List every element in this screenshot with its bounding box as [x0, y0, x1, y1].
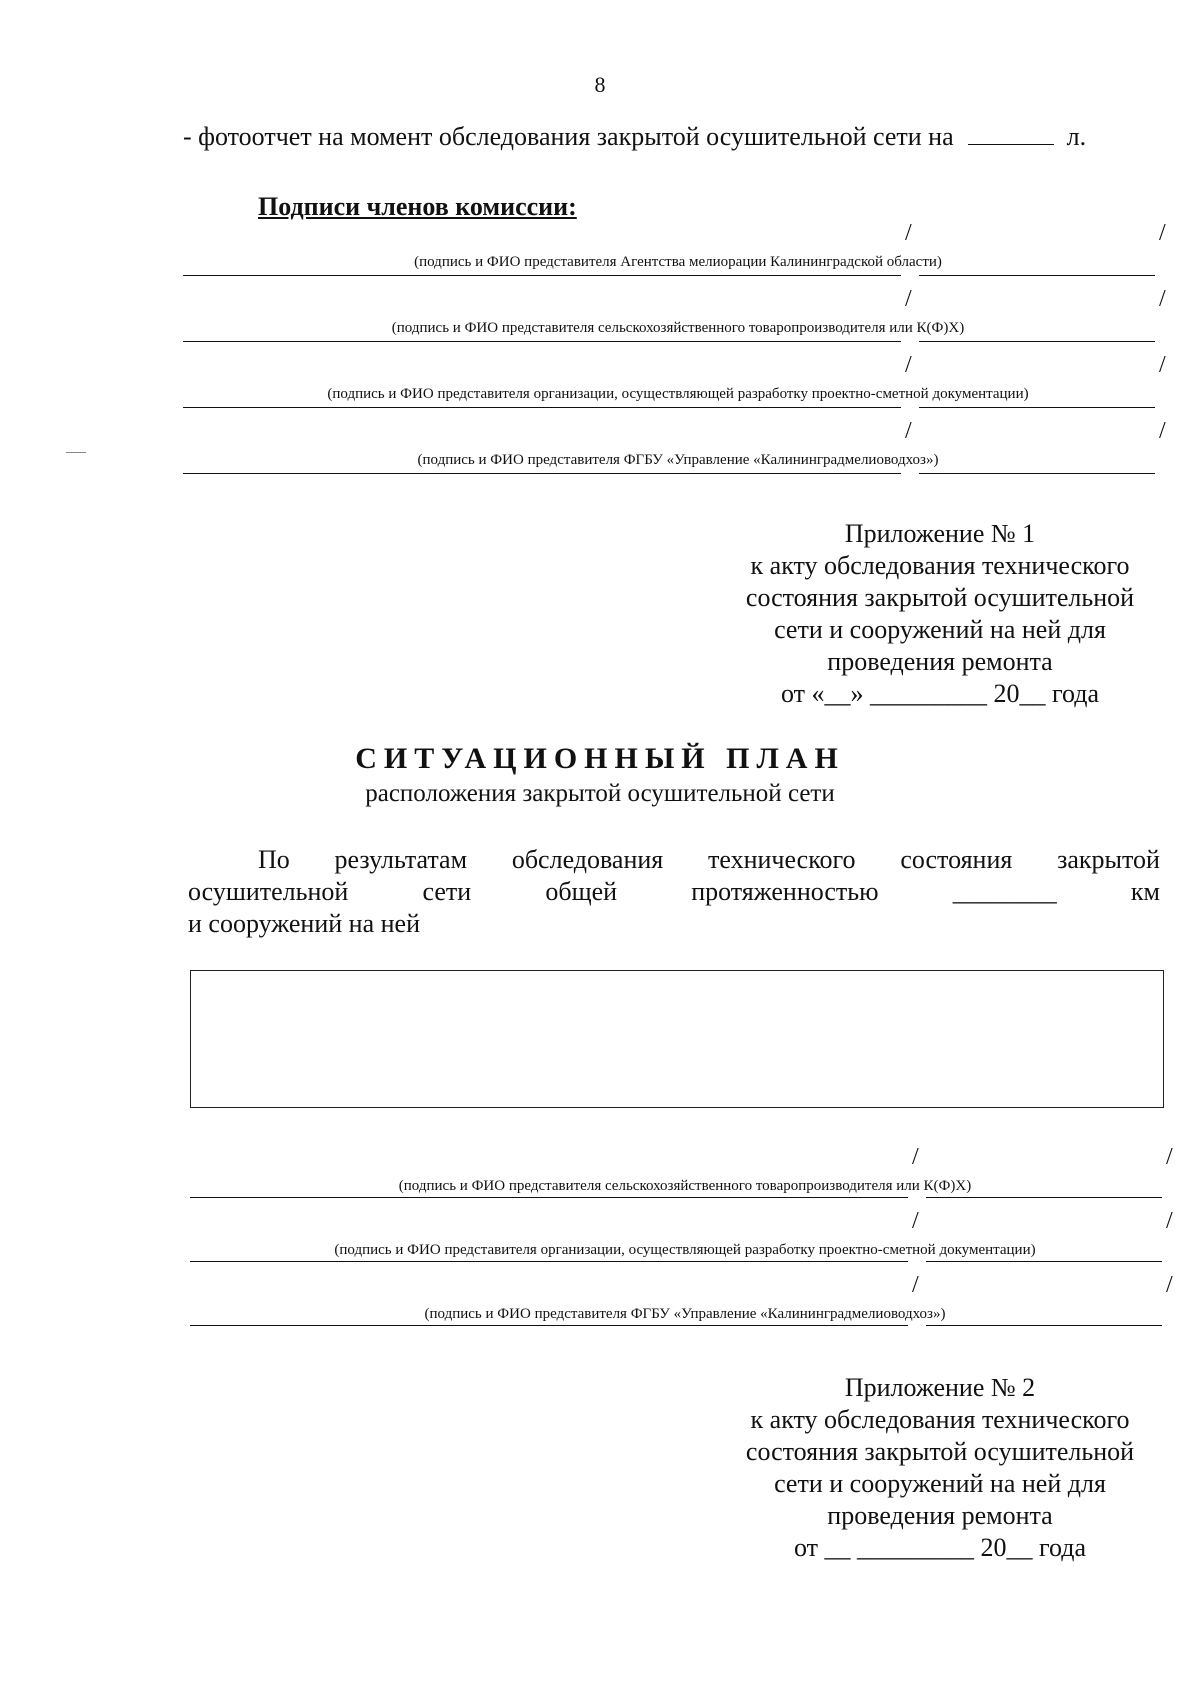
word: осушительной — [188, 877, 349, 906]
word: состояния — [900, 845, 1013, 874]
signature-slash: / — [1159, 220, 1166, 246]
word: общей — [545, 877, 618, 906]
signature-row — [183, 284, 1173, 350]
signature-slash: / — [1159, 286, 1166, 312]
results-paragraph — [188, 845, 1160, 941]
photo-report-text: - фотоотчет на момент обследования закрытой осушительной сети на — [183, 122, 954, 151]
signature-block-bottom — [190, 1142, 1180, 1334]
appendix-date: от «__» _________ 20__ года — [780, 679, 1100, 708]
signature-caption: (подпись и ФИО представителя Агентства мелиорации Калининградской области) — [414, 254, 942, 270]
signature-row — [190, 1206, 1180, 1270]
signature-slash: / — [1166, 1208, 1173, 1234]
appendix-line: состояния закрытой осушительной — [745, 583, 1135, 612]
appendix-title: Приложение № 2 — [844, 1373, 1036, 1402]
signature-slash: / — [1166, 1272, 1173, 1298]
signature-caption: (подпись и ФИО представителя ФГБУ «Управление «Калининградмелиоводхоз») — [417, 452, 939, 468]
appendix-date: от __ _________ 20__ года — [793, 1533, 1087, 1562]
word: обследования — [511, 845, 664, 874]
results-line-last: и сооружений на ней — [188, 909, 420, 938]
word: По — [258, 845, 290, 874]
length-blank[interactable]: ________ — [952, 877, 1057, 906]
appendix-line: к акту обследования технического — [750, 551, 1130, 580]
signature-caption: (подпись и ФИО представителя ФГБУ «Управление «Калининградмелиоводхоз») — [424, 1306, 946, 1322]
signature-row — [183, 416, 1173, 482]
appendix-title: Приложение № 1 — [844, 519, 1036, 548]
results-line — [188, 877, 1160, 909]
photo-report-suffix: л. — [1066, 122, 1087, 151]
appendix-line: проведения ремонта — [827, 1501, 1053, 1530]
signature-row — [183, 350, 1173, 416]
word: км — [1130, 877, 1160, 906]
plan-subtitle: расположения закрытой осушительной сети — [365, 780, 835, 807]
word: технического — [708, 845, 856, 874]
plan-title: СИТУАЦИОННЫЙ ПЛАН — [355, 742, 845, 775]
page-number: 8 — [594, 72, 606, 97]
signature-caption: (подпись и ФИО представителя сельскохозяйственного товаропроизводителя или К(Ф)Х) — [391, 320, 965, 336]
appendix-2 — [700, 1372, 1180, 1564]
signature-slash: / — [1166, 1144, 1173, 1170]
signature-slash: / — [912, 1272, 919, 1298]
signature-row — [190, 1142, 1180, 1206]
signature-slash: / — [912, 1208, 919, 1234]
signature-row — [190, 1270, 1180, 1334]
appendix-line: состояния закрытой осушительной — [745, 1437, 1135, 1466]
signature-caption: (подпись и ФИО представителя сельскохозяйственного товаропроизводителя или К(Ф)Х) — [398, 1178, 972, 1194]
photo-pages-blank[interactable] — [968, 143, 1054, 145]
results-line — [188, 845, 1160, 877]
word: закрытой — [1057, 845, 1160, 874]
photo-report-line — [183, 122, 1086, 152]
appendix-line: к акту обследования технического — [750, 1405, 1130, 1434]
word: протяженностью — [691, 877, 879, 906]
signatures-heading: Подписи членов комиссии: — [258, 192, 577, 221]
signature-caption: (подпись и ФИО представителя организации, осуществляющей разработку проектно-сметной документации) — [327, 386, 1029, 402]
word: результатам — [334, 845, 468, 874]
plan-drawing-area[interactable] — [190, 970, 1164, 1108]
margin-mark — [66, 452, 86, 453]
signature-slash: / — [905, 220, 912, 246]
signature-slash: / — [905, 418, 912, 444]
appendix-line: сети и сооружений на ней для — [774, 615, 1106, 644]
signature-block-top — [183, 218, 1173, 482]
appendix-1 — [700, 518, 1180, 710]
signature-row — [183, 218, 1173, 284]
signature-caption: (подпись и ФИО представителя организации, осуществляющей разработку проектно-сметной документации) — [334, 1242, 1036, 1258]
signature-slash: / — [912, 1144, 919, 1170]
appendix-line: проведения ремонта — [827, 647, 1053, 676]
signature-slash: / — [1159, 418, 1166, 444]
appendix-line: сети и сооружений на ней для — [774, 1469, 1106, 1498]
signature-slash: / — [905, 286, 912, 312]
signature-slash: / — [905, 352, 912, 378]
word: сети — [422, 877, 472, 906]
signature-slash: / — [1159, 352, 1166, 378]
